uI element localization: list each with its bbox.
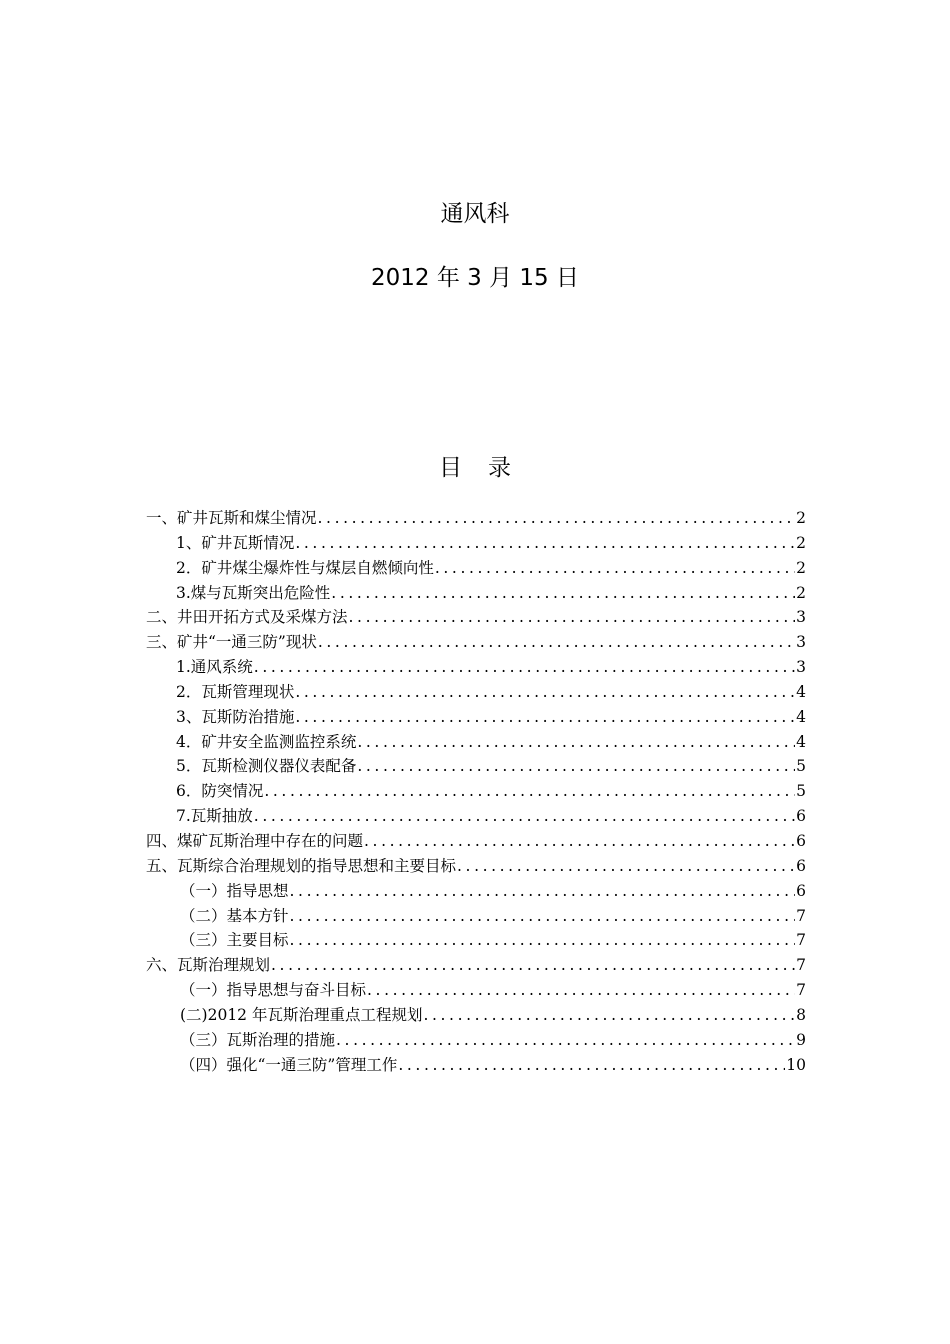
toc-leader-dots — [264, 779, 795, 804]
toc-leader-dots — [295, 705, 795, 730]
toc-entry-title: （三）瓦斯治理的措施 — [180, 1030, 336, 1049]
toc-entry[interactable] — [146, 730, 806, 755]
toc-leader-dots — [254, 804, 795, 829]
toc-entry[interactable] — [146, 630, 806, 655]
toc-entry-page: 3 — [796, 658, 806, 677]
toc-entry-title: 3、瓦斯防治措施 — [176, 707, 295, 726]
toc-entry[interactable] — [146, 680, 806, 705]
toc-entry-page: 6 — [796, 807, 806, 826]
toc-entry-page: 2 — [796, 583, 806, 602]
toc-leader-dots — [423, 1003, 795, 1028]
toc-entry-page: 6 — [796, 831, 806, 850]
document-date: 2012 年 3 月 15 日 — [371, 265, 579, 291]
toc-leader-dots — [336, 1028, 795, 1053]
toc-entry-title: （三）主要目标 — [180, 931, 289, 950]
toc-entry[interactable] — [146, 1003, 806, 1028]
toc-entry-page: 5 — [796, 757, 806, 776]
toc-leader-dots — [349, 605, 796, 630]
toc-entry-title: 三、矿井“一通三防”现状 — [146, 633, 317, 652]
toc-leader-dots — [357, 754, 795, 779]
toc-entry-page: 6 — [796, 881, 806, 900]
department-name: 通风科 — [440, 201, 510, 227]
toc-entry[interactable] — [146, 829, 806, 854]
toc-entry[interactable] — [146, 655, 806, 680]
toc-entry-page: 7 — [796, 956, 806, 975]
toc-entry-page: 7 — [796, 931, 806, 950]
toc-entry-title: 5．瓦斯检测仪器仪表配备 — [176, 757, 357, 776]
toc-entry[interactable] — [146, 754, 806, 779]
toc-entry-title: 3.煤与瓦斯突出危险性 — [176, 583, 331, 602]
toc-entry[interactable] — [146, 581, 806, 606]
toc-heading-char-2: 录 — [488, 455, 511, 481]
toc-entry-title: 1.通风系统 — [176, 658, 253, 677]
toc-heading — [0, 451, 950, 485]
toc-leader-dots — [290, 879, 796, 904]
toc-entry-title: 4．矿井安全监测监控系统 — [176, 732, 357, 751]
toc-leader-dots — [331, 581, 795, 606]
toc-entry-page: 2 — [796, 533, 806, 552]
toc-entry-page: 4 — [796, 682, 806, 701]
toc-entry-page: 7 — [796, 981, 806, 1000]
toc-leader-dots — [271, 953, 795, 978]
toc-entry[interactable] — [146, 953, 806, 978]
toc-entry-title: 五、瓦斯综合治理规划的指导思想和主要目标 — [146, 856, 457, 875]
toc-entry[interactable] — [146, 705, 806, 730]
toc-entry-page: 3 — [796, 633, 806, 652]
toc-entry-title: 二、井田开拓方式及采煤方法 — [146, 608, 348, 627]
toc-entry[interactable] — [146, 1028, 806, 1053]
toc-entry[interactable] — [146, 605, 806, 630]
toc-leader-dots — [290, 928, 796, 953]
toc-entry-page: 9 — [796, 1030, 806, 1049]
toc-entry-title: 2．矿井煤尘爆炸性与煤层自燃倾向性 — [176, 558, 434, 577]
toc-entry-page: 3 — [796, 608, 806, 627]
toc-entry-title: 六、瓦斯治理规划 — [146, 956, 271, 975]
toc-leader-dots — [435, 556, 795, 581]
toc-entry-title: 2．瓦斯管理现状 — [176, 682, 295, 701]
toc-entry[interactable] — [146, 506, 806, 531]
toc-leader-dots — [457, 854, 795, 879]
toc-entry-title: 1、矿井瓦斯情况 — [176, 533, 295, 552]
toc-leader-dots — [254, 655, 795, 680]
toc-entry-page: 6 — [796, 856, 806, 875]
table-of-contents — [146, 506, 806, 1077]
toc-leader-dots — [318, 506, 796, 531]
toc-entry[interactable] — [146, 854, 806, 879]
toc-entry-page: 5 — [796, 782, 806, 801]
toc-entry[interactable] — [146, 531, 806, 556]
toc-entry-title: （一）指导思想 — [180, 881, 289, 900]
toc-leader-dots — [357, 730, 795, 755]
toc-entry-page: 4 — [796, 707, 806, 726]
toc-entry-page: 8 — [796, 1005, 806, 1024]
toc-entry[interactable] — [146, 804, 806, 829]
toc-entry[interactable] — [146, 978, 806, 1003]
toc-entry-page: 10 — [786, 1055, 806, 1074]
toc-entry[interactable] — [146, 1053, 806, 1078]
toc-leader-dots — [318, 630, 795, 655]
toc-entry-page: 7 — [796, 906, 806, 925]
toc-entry-page: 4 — [796, 732, 806, 751]
toc-leader-dots — [295, 680, 795, 705]
toc-leader-dots — [367, 978, 795, 1003]
toc-leader-dots — [295, 531, 795, 556]
toc-entry-title: （一）指导思想与奋斗目标 — [180, 981, 367, 1000]
toc-entry-title: 一、矿井瓦斯和煤尘情况 — [146, 509, 317, 527]
toc-entry[interactable] — [146, 556, 806, 581]
toc-entry-title: 四、煤矿瓦斯治理中存在的问题 — [146, 831, 364, 850]
toc-leader-dots — [398, 1053, 785, 1078]
toc-entry-page: 2 — [796, 558, 806, 577]
toc-leader-dots — [290, 904, 796, 929]
toc-entry-title: 7.瓦斯抽放 — [176, 807, 253, 826]
toc-entry[interactable] — [146, 904, 806, 929]
toc-entry-page: 2 — [796, 509, 806, 527]
toc-entry-title: （二）基本方针 — [180, 906, 289, 925]
toc-entry[interactable] — [146, 879, 806, 904]
toc-entry-title: 6．防突情况 — [176, 782, 264, 801]
toc-entry-title: (二)2012 年瓦斯治理重点工程规划 — [180, 1005, 423, 1024]
toc-entry[interactable] — [146, 928, 806, 953]
toc-heading-char-1: 目 — [439, 455, 462, 481]
toc-entry[interactable] — [146, 779, 806, 804]
toc-leader-dots — [364, 829, 795, 854]
toc-entry-title: （四）强化“一通三防”管理工作 — [180, 1055, 398, 1074]
